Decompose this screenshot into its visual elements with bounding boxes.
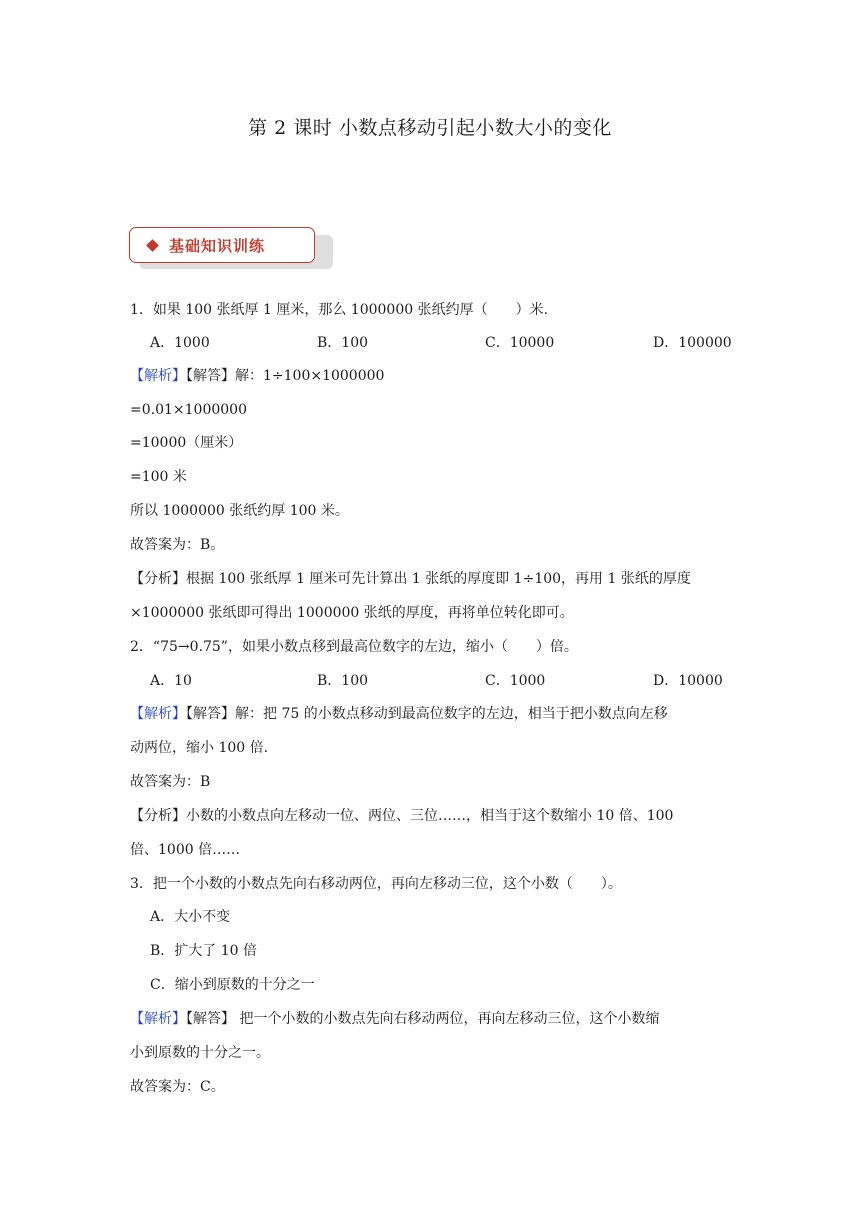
q2-analysis: 【分析】小数的小数点向左移动一位、两位、三位……，相当于这个数缩小 10 倍、100 [130,808,674,824]
q2-analysis: 倍、1000 倍…… [130,842,241,858]
q1-option-b: B．100 [317,335,369,351]
q1-jiexi-tag: 【解析】 [130,368,186,384]
q1-analysis: ×1000000 张纸即可得出 1000000 张纸的厚度，再将单位转化即可。 [130,605,574,621]
q3-jiexi-tag: 【解析】 [130,1011,186,1027]
q1-option-c: C．10000 [485,335,555,351]
q1-answer [130,366,384,386]
q2-result: 故答案为：B [130,774,211,790]
q2-option-b: B．100 [317,673,369,689]
q1-step: =100 米 [130,469,187,485]
banner-box [129,227,315,263]
q3-option-a: A．大小不变 [150,909,231,925]
q1-step: =10000（厘米） [130,435,243,451]
q1-option-d: D．100000 [653,335,732,351]
section-banner [129,227,333,271]
q2-stem: 2．“75→0.75”，如果小数点移到最高位数字的左边，缩小（ ）倍。 [130,639,578,655]
q1-stem: 1．如果 100 张纸厚 1 厘米，那么 1000000 张纸约厚（ ）米. [130,302,549,318]
q1-analysis: 【分析】根据 100 张纸厚 1 厘米可先计算出 1 张纸的厚度即 1÷100，再用 1 张纸的厚度 [130,571,691,587]
q1-option-a: A．1000 [150,335,210,351]
diamond-icon [146,239,159,252]
q3-answer-text: 【解答】 把一个小数的小数点先向右移动两位，再向左移动三位，这个小数缩 [186,1011,660,1027]
q2-answer [130,704,668,724]
q3-option-c: C．缩小到原数的十分之一 [150,977,315,993]
q1-step: 所以 1000000 张纸约厚 100 米。 [130,503,349,519]
q3-answer-cont: 小到原数的十分之一。 [130,1045,270,1061]
q3-answer [130,1009,659,1029]
q1-step: 故答案为：B。 [130,537,225,553]
q2-answer-cont: 动两位，缩小 100 倍. [130,740,269,756]
q2-jiexi-tag: 【解析】 [130,706,186,722]
q1-options [150,332,750,352]
page-title: 第 2 课时 小数点移动引起小数大小的变化 [248,117,612,139]
q2-option-c: C．1000 [485,673,546,689]
banner-label: 基础知识训练 [169,236,266,255]
q2-option-d: D．10000 [653,673,723,689]
q2-answer-text: 【解答】解：把 75 的小数点移动到最高位数字的左边，相当于把小数点向左移 [186,706,668,722]
q2-option-a: A．10 [150,673,192,689]
q1-step: =0.01×1000000 [130,402,247,418]
q3-option-b: B．扩大了 10 倍 [150,943,258,959]
q1-answer-text: 【解答】解：1÷100×1000000 [186,368,385,384]
q3-stem: 3．把一个小数的小数点先向右移动两位，再向左移动三位，这个小数（ ）。 [130,876,622,892]
q2-options [150,670,750,690]
q3-result: 故答案为：C。 [130,1079,225,1095]
